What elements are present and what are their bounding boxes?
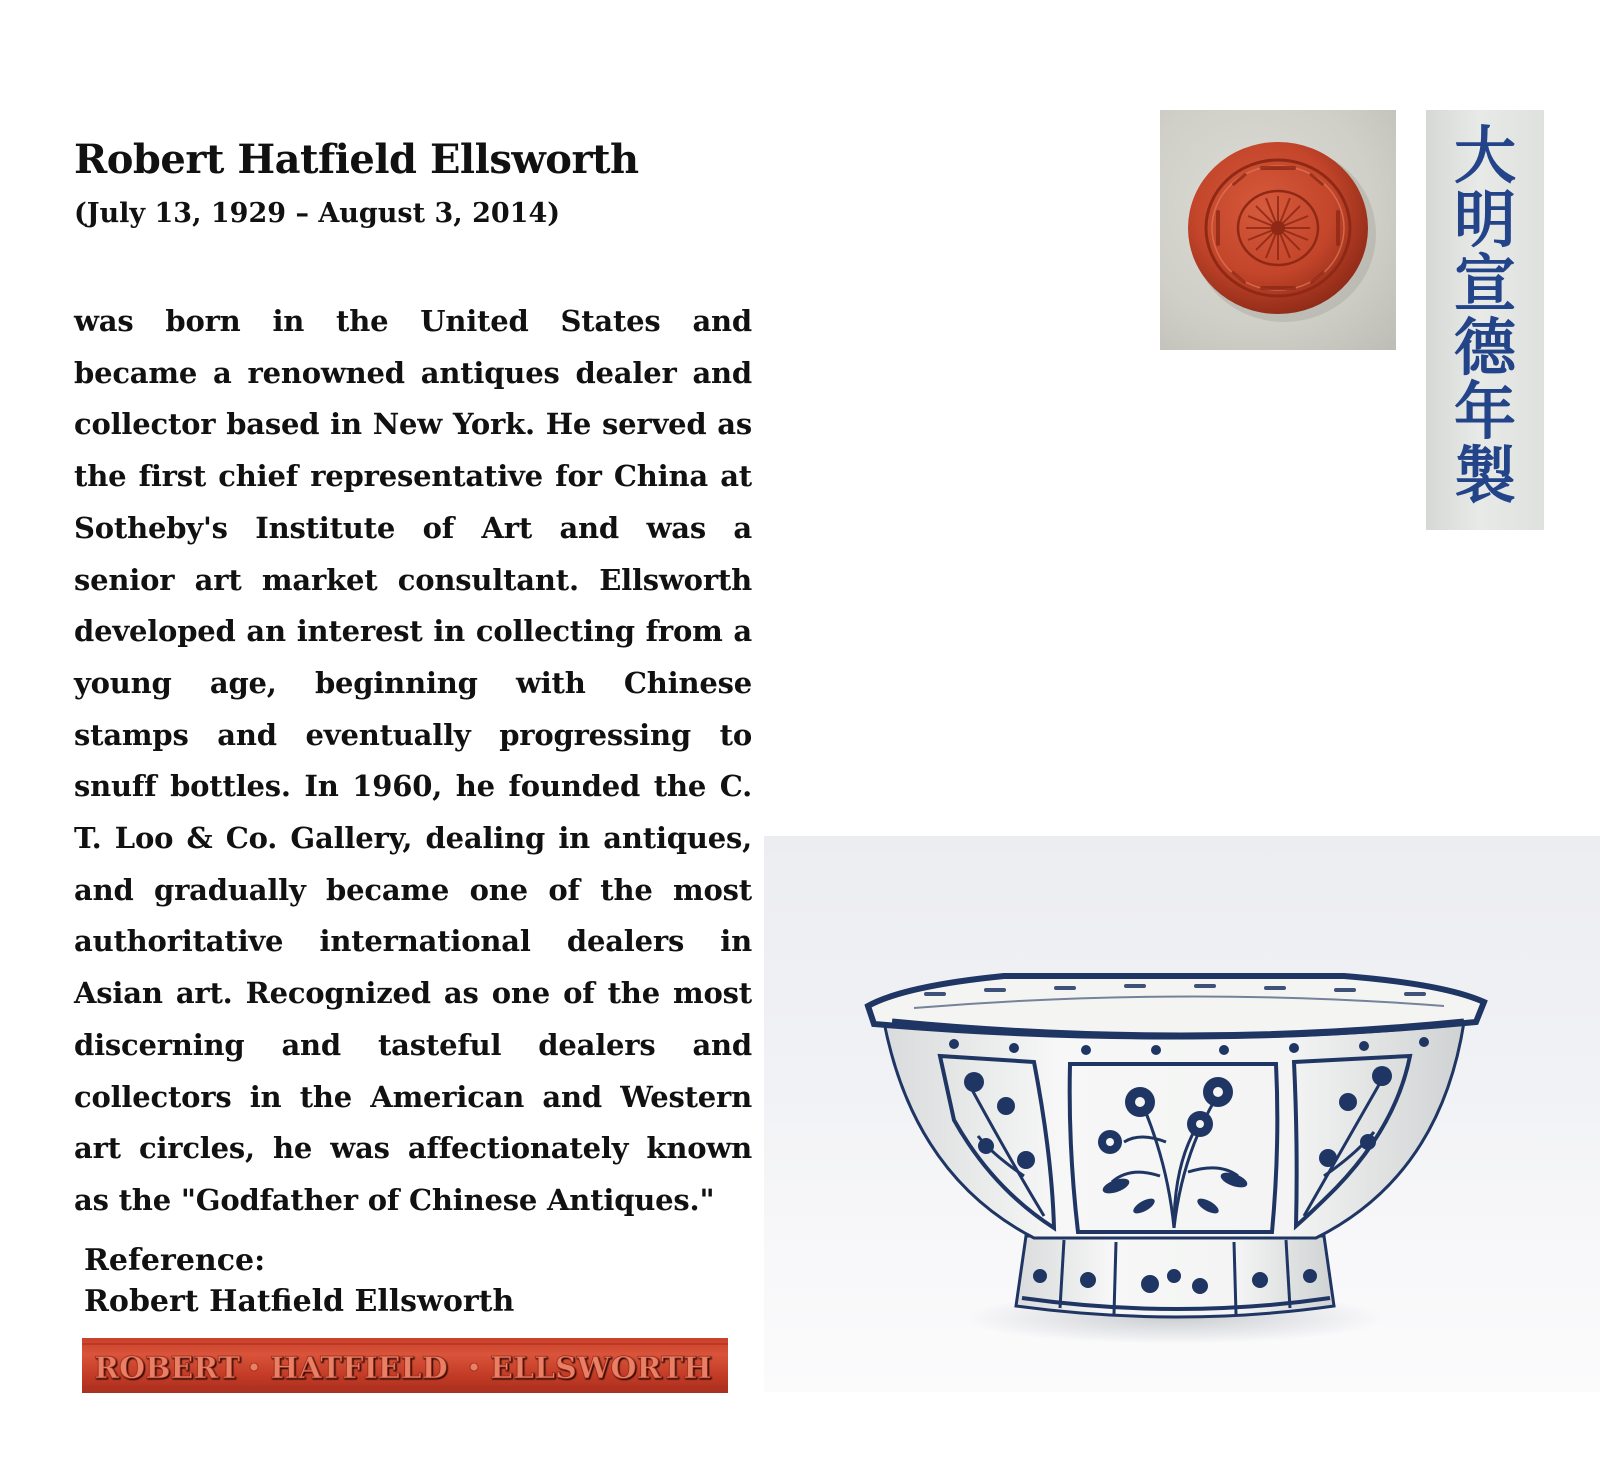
reign-mark-char: 明 [1453, 183, 1516, 256]
reference-name: Robert Hatfield Ellsworth [84, 1284, 515, 1319]
reign-mark-char: 大 [1453, 119, 1516, 192]
seal-word-1: ROBERT [94, 1351, 241, 1386]
seal-strip-image [82, 1338, 728, 1393]
seal-word-2: HATFIELD [270, 1351, 448, 1386]
reign-mark-char: 製 [1453, 439, 1516, 512]
reign-mark-char: 宣 [1453, 247, 1516, 320]
reference-label: Reference: [84, 1243, 266, 1278]
reign-mark-photo [1426, 110, 1544, 530]
reign-mark-char: 德 [1453, 311, 1516, 384]
reference-block [84, 1240, 514, 1322]
reign-mark-characters [1426, 119, 1544, 512]
seal-strip-graphic [82, 1338, 728, 1393]
biography-text: was born in the United States and became a renowned antiques dealer and collector based in New York. He served as the first chief representative for China at Sotheby's Institute of Art and was a senior art market consultant. Ellsworth developed an interest in collecting from a young age, beginning with Chinese stamps and eventually progressing to snuff bottles. In 1960, he founded the C. T. Loo & Co. Gallery, dealing in antiques, and gradually became one of the most authoritative international dealers in Asian art. Recognized as one of the most discerning and tasteful dealers and collectors in the American and Western art circles, he was affectionately known as the "Godfather of Chinese Antiques." [74, 304, 752, 1217]
bowl-photo [764, 836, 1600, 1392]
reign-mark-char: 年 [1453, 375, 1516, 448]
seal-separator-dot [470, 1363, 478, 1371]
seal-word-3: ELLSWORTH [490, 1351, 712, 1386]
life-dates: (July 13, 1929 – August 3, 2014) [74, 198, 561, 229]
page-title: Robert Hatfield Ellsworth [74, 136, 639, 183]
wax-seal-photo [1160, 110, 1396, 350]
seal-separator-dot [250, 1363, 258, 1371]
bowl-icon [764, 836, 1600, 1392]
wax-seal-icon [1160, 110, 1396, 350]
